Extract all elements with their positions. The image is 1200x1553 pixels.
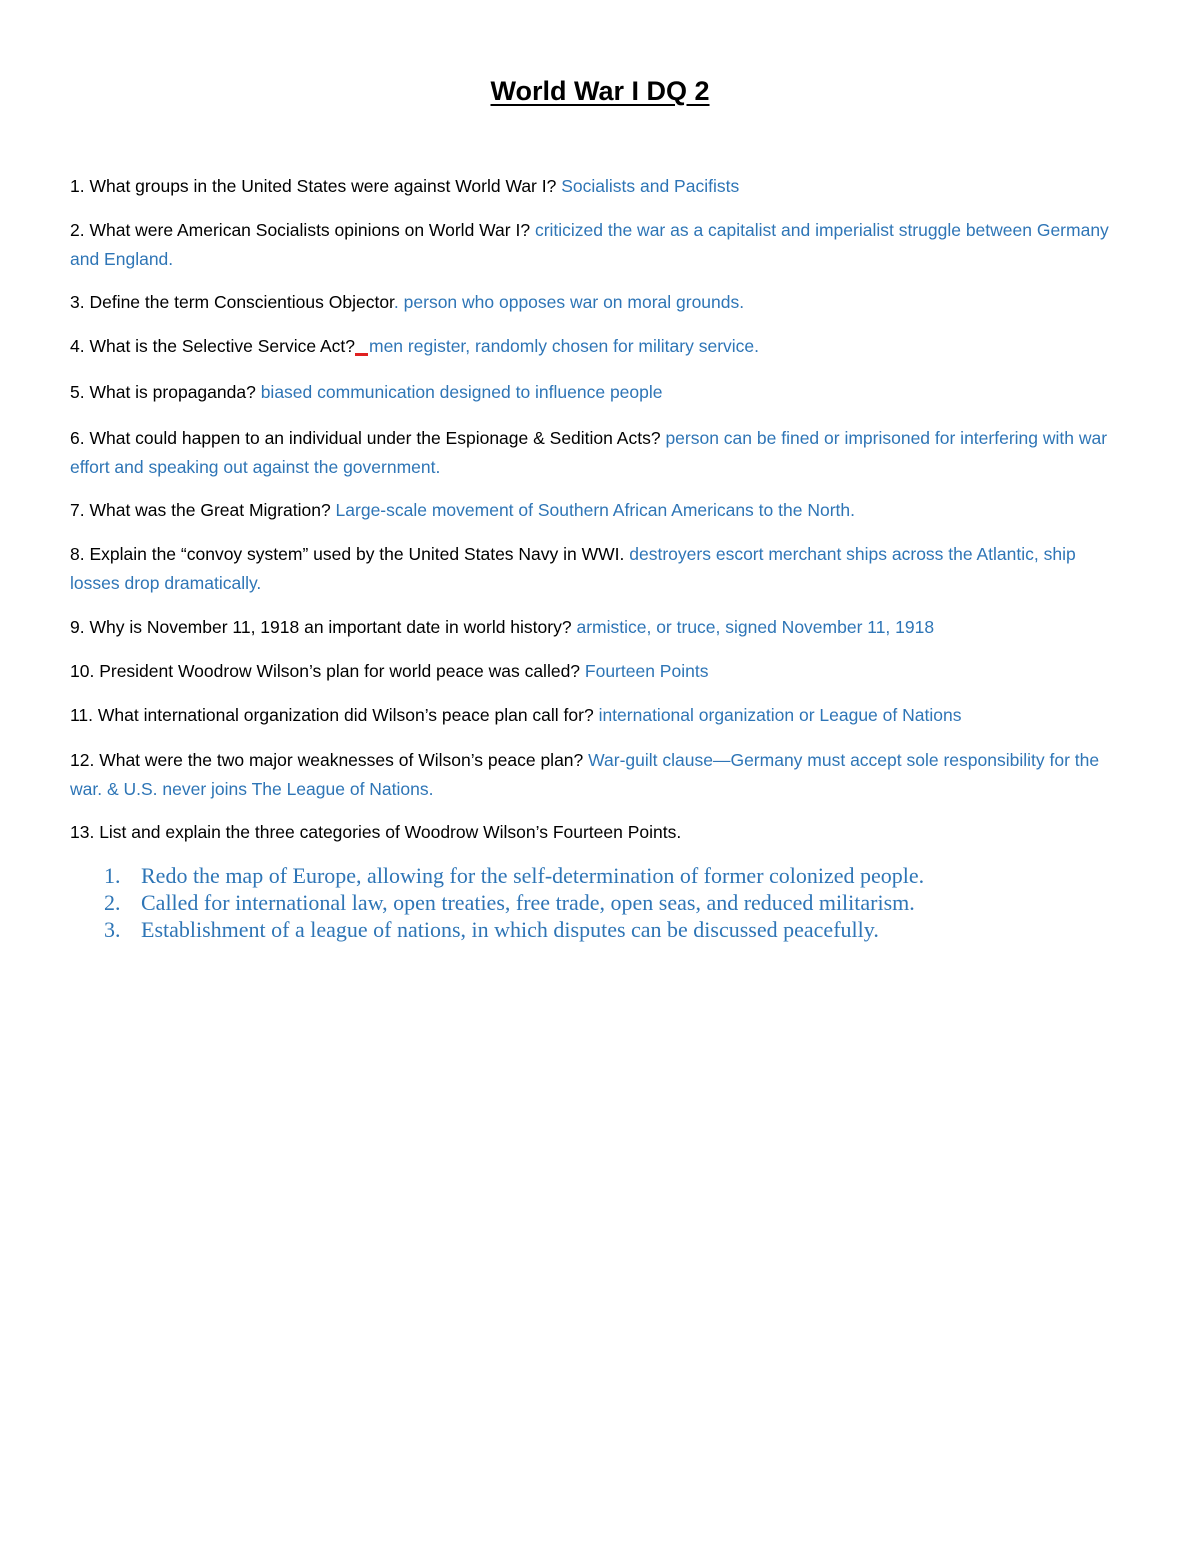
list-item [104,862,924,889]
answer-text: Large-scale movement of Southern African Americans to the North. [335,500,855,520]
question-11 [70,701,1130,730]
answer-text: international organization or League of Nations [598,705,962,725]
list-item [104,889,924,916]
list-item-number: 2. [104,890,121,915]
list-item-text: Redo the map of Europe, allowing for the self-determination of former colonized people. [141,863,925,888]
question-1 [70,172,1130,201]
question-4 [70,332,1130,361]
question-5 [70,378,1130,407]
question-12 [70,746,1130,803]
question-text: 2. What were American Socialists opinions on World War I? [70,220,531,240]
answer-text: . person who opposes war on moral grounds. [393,292,745,312]
question-text: 9. Why is November 11, 1918 an important date in world history? [70,617,572,637]
question-text: 12. What were the two major weaknesses of Wilson’s peace plan? [70,750,584,770]
question-10 [70,657,1130,686]
answer-text: biased communication designed to influence people [260,382,663,402]
question-text: 3. Define the term Conscientious Objector [70,292,394,312]
question-text: 11. What international organization did Wilson’s peace plan call for? [70,705,594,725]
question-6 [70,424,1130,481]
list-item-text: Establishment of a league of nations, in which disputes can be discussed peacefully. [141,917,879,942]
fourteen-points-categories-list [104,862,924,943]
document-title [0,76,1200,107]
answer-text: armistice, or truce, signed November 11, 1918 [576,617,935,637]
question-text: 10. President Woodrow Wilson’s plan for world peace was called? [70,661,581,681]
question-text: 7. What was the Great Migration? [70,500,331,520]
question-text: 8. Explain the “convoy system” used by the United States Navy in WWI. [70,544,625,564]
spelling-mark-underline [355,353,368,356]
answer-text: men register, randomly chosen for military service. [369,336,759,356]
question-13 [70,818,1130,847]
question-text: 4. What is the Selective Service Act? [70,336,355,356]
question-2 [70,216,1130,273]
question-text: 6. What could happen to an individual under the Espionage & Sedition Acts? [70,428,661,448]
answer-text: destroyers escort merchant ships across the Atlantic, ship losses drop dramatically. [70,544,1076,593]
question-text: 13. List and explain the three categories of Woodrow Wilson’s Fourteen Points. [70,822,682,842]
question-9 [70,613,1130,642]
question-7 [70,496,1130,525]
document-title-text: World War I DQ 2 [490,76,710,106]
answer-text: criticized the war as a capitalist and imperialist struggle between Germany and England. [70,220,1109,269]
question-8 [70,540,1130,597]
question-text: 1. What groups in the United States were against World War I? [70,176,557,196]
list-item-number: 1. [104,863,121,888]
answer-text: Socialists and Pacifists [561,176,740,196]
question-text: 5. What is propaganda? [70,382,256,402]
question-3 [70,288,1130,317]
list-item-text: Called for international law, open treaties, free trade, open seas, and reduced militarism. [141,890,915,915]
list-item-number: 3. [104,917,121,942]
answer-text: Fourteen Points [584,661,709,681]
answer-text: person can be fined or imprisoned for interfering with war effort and speaking out against the government. [70,428,1108,477]
list-item [104,916,924,943]
answer-text: War-guilt clause—Germany must accept sole responsibility for the war. & U.S. never joins The League of Nations. [70,750,1100,799]
